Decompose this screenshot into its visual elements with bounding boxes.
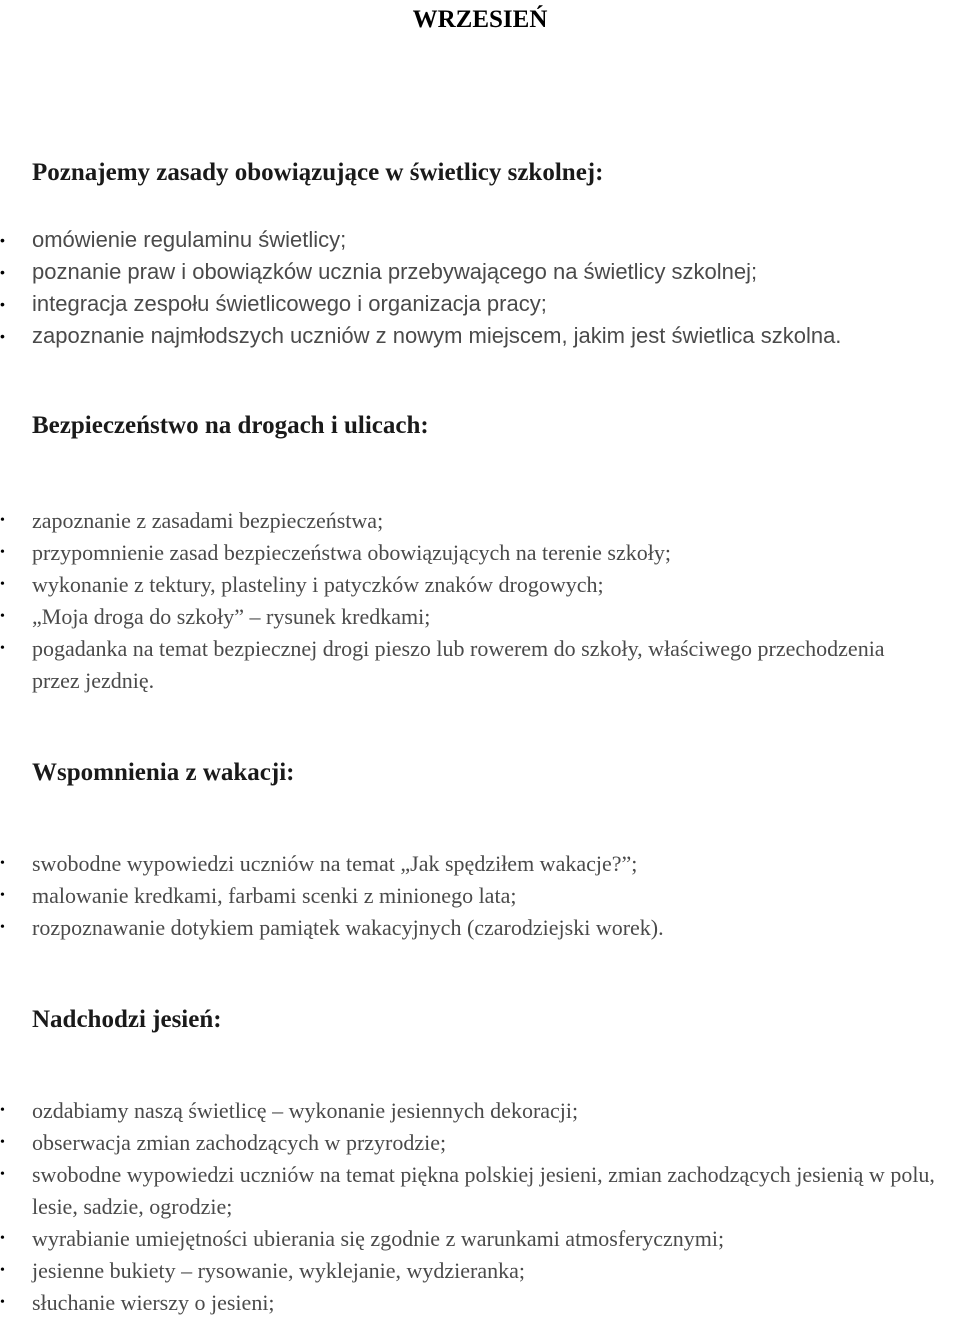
bullet-icon <box>0 224 14 256</box>
list-item: • omówienie regulaminu świetlicy; <box>0 224 960 256</box>
section-heading-autumn: Nadchodzi jesień: <box>32 1006 222 1033</box>
bullet-icon <box>0 912 14 944</box>
bullet-icon <box>0 633 14 665</box>
bullet-icon <box>0 537 14 569</box>
list-item: • przypomnienie zasad bezpieczeństwa obowiązujących na terenie szkoły; <box>0 537 960 569</box>
bullet-icon <box>0 848 14 880</box>
list-item: • rozpoznawanie dotykiem pamiątek wakacyjnych (czarodziejski worek). <box>0 912 960 944</box>
list-item: • zapoznanie z zasadami bezpieczeństwa; <box>0 505 960 537</box>
bullet-icon <box>0 320 14 352</box>
section-heading-holiday-memories: Wspomnienia z wakacji: <box>32 759 295 786</box>
list-autumn <box>0 1095 960 1319</box>
list-item: • ozdabiamy naszą świetlicę – wykonanie jesiennych dekoracji; <box>0 1095 960 1127</box>
list-item: • wykonanie z tektury, plasteliny i patyczków znaków drogowych; <box>0 569 960 601</box>
list-road-safety <box>0 505 960 697</box>
bullet-icon <box>0 880 14 912</box>
list-item: • słuchanie wierszy o jesieni; <box>0 1287 960 1319</box>
list-item: • swobodne wypowiedzi uczniów na temat „Jak spędziłem wakacje?”; <box>0 848 960 880</box>
bullet-icon <box>0 1287 14 1319</box>
list-item: • zapoznanie najmłodszych uczniów z nowym miejscem, jakim jest świetlica szkolna. <box>0 320 960 352</box>
bullet-icon <box>0 1095 14 1127</box>
list-item: • obserwacja zmian zachodzących w przyrodzie; <box>0 1127 960 1159</box>
list-holiday-memories <box>0 848 960 944</box>
list-item: • wyrabianie umiejętności ubierania się zgodnie z warunkami atmosferycznymi; <box>0 1223 960 1255</box>
page-title: WRZESIEŃ <box>412 6 548 33</box>
bullet-icon <box>0 1159 14 1191</box>
section-heading-road-safety: Bezpieczeństwo na drogach i ulicach: <box>32 412 429 439</box>
bullet-icon <box>0 1223 14 1255</box>
list-item: • jesienne bukiety – rysowanie, wyklejanie, wydzieranka; <box>0 1255 960 1287</box>
bullet-icon <box>0 1255 14 1287</box>
list-item: • integracja zespołu świetlicowego i organizacja pracy; <box>0 288 960 320</box>
bullet-icon <box>0 601 14 633</box>
list-item: • swobodne wypowiedzi uczniów na temat piękna polskiej jesieni, zmian zachodzących jesienią w polu, lesie, sadzie, ogrodzie; <box>0 1159 960 1223</box>
list-rules <box>0 224 960 352</box>
list-item: • „Moja droga do szkoły” – rysunek kredkami; <box>0 601 960 633</box>
section-heading-rules: Poznajemy zasady obowiązujące w świetlicy szkolnej: <box>32 159 604 186</box>
bullet-icon <box>0 256 14 288</box>
list-item: • pogadanka na temat bezpiecznej drogi pieszo lub rowerem do szkoły, właściwego przechodzenia przez jezdnię. <box>0 633 932 697</box>
list-item: • poznanie praw i obowiązków ucznia przebywającego na świetlicy szkolnej; <box>0 256 960 288</box>
bullet-icon <box>0 569 14 601</box>
bullet-icon <box>0 505 14 537</box>
bullet-icon <box>0 1127 14 1159</box>
bullet-icon <box>0 288 14 320</box>
list-item: • malowanie kredkami, farbami scenki z minionego lata; <box>0 880 960 912</box>
